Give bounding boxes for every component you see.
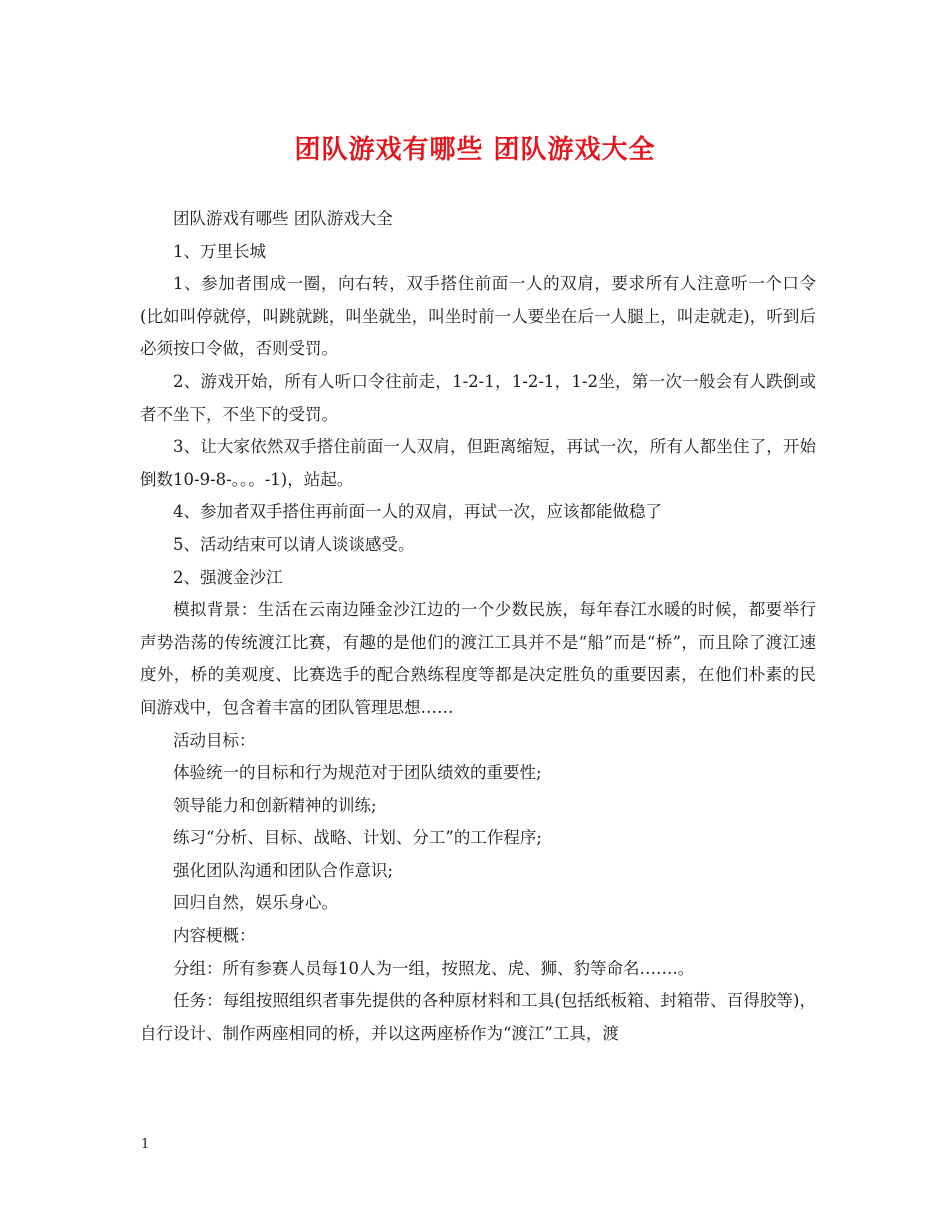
section-heading: 2、强渡金沙江 [173,567,283,587]
list-item: 强化团队沟通和团队合作意识; [173,860,394,880]
paragraph: 任务：每组按照组织者事先提供的各种原材料和工具(包括纸板箱、封箱带、百得胶等)，自行设计、制作两座相同的桥，并以这两座桥作为“渡江”工具，渡 [140,991,816,1043]
section-heading: 1、万里长城 [173,241,266,261]
paragraph: 模拟背景：生活在云南边陲金沙江边的一个少数民族，每年春江水暖的时候，都要举行声势浩荡的传统渡江比赛，有趣的是他们的渡江工具并不是“船”而是“桥”，而且除了渡江速度外，桥的美观度、比赛选手的配合熟练程度等都是决定胜负的重要因素，在他们朴素的民间游戏中，包含着丰富的团队管理思想…… [140,600,816,717]
paragraph: 团队游戏有哪些 团队游戏大全 [173,209,393,228]
paragraph: 4、参加者双手搭住再前面一人的双肩，再试一次，应该都能做稳了 [173,502,662,522]
paragraph: 3、让大家依然双手搭住前面一人双肩，但距离缩短，再试一次，所有人都坐住了，开始倒数10-9-8-。。。-1)，站起。 [140,437,816,489]
list-item: 领导能力和创新精神的训练; [173,795,377,815]
paragraph: 1、参加者围成一圈，向右转，双手搭住前面一人的双肩，要求所有人注意听一个口令(比如叫停就停，叫跳就跳，叫坐就坐，叫坐时前一人要坐在后一人腿上，叫走就走)，听到后必须按口令做，否则受罚。 [140,274,816,359]
document-title: 团队游戏有哪些 团队游戏大全 [294,135,656,165]
list-item: 体验统一的目标和行为规范对于团队绩效的重要性; [173,763,542,783]
list-item: 回归自然，娱乐身心。 [173,893,338,913]
subheading: 内容梗概： [173,926,256,946]
page-number: 1 [141,1137,150,1152]
paragraph: 分组：所有参赛人员每10人为一组，按照龙、虎、狮、豹等命名…….。 [173,958,695,978]
subheading: 活动目标： [173,730,256,750]
paragraph: 5、活动结束可以请人谈谈感受。 [173,534,415,554]
list-item: 练习“分析、目标、战略、计划、分工”的工作程序; [173,828,542,848]
paragraph: 2、游戏开始，所有人听口令往前走，1-2-1，1-2-1，1-2坐，第一次一般会有人跌倒或者不坐下，不坐下的受罚。 [140,371,816,424]
document-body [140,203,816,1050]
